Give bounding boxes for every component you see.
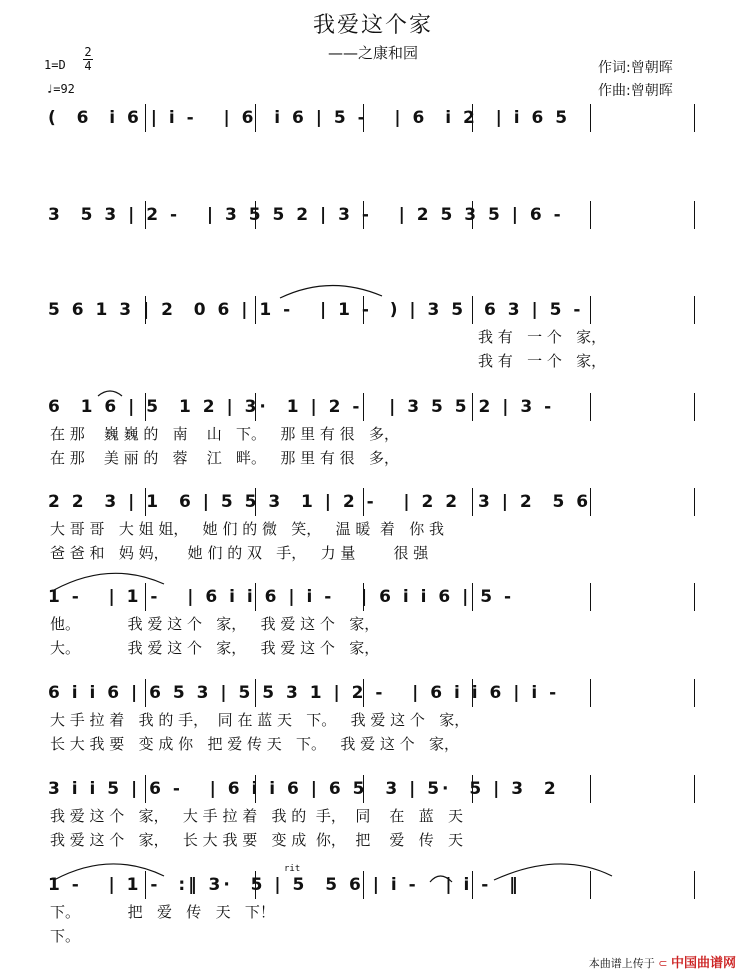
quarter-note-icon: ♩ xyxy=(46,82,54,96)
lyric-line: 大。 我 爱 这 个 家， 我 爱 这 个 家， xyxy=(50,639,380,657)
lyric-line: 我 有 一 个 家， xyxy=(478,352,607,370)
lyric-line: 大 手 拉 着 我 的 手， 同 在 蓝 天 下。 我 爱 这 个 家， xyxy=(50,711,470,729)
lyric-line: 爸 爸 和 妈 妈， 她 们 的 双 手， 力 量 很 强 xyxy=(50,544,429,562)
time-signature: $\frac{2}{4}$ xyxy=(84,45,92,73)
lyric-line: 我 爱 这 个 家， 长 大 我 要 变 成 你， 把 爱 传 天 xyxy=(50,831,464,849)
notation-row: ( 6 i 6 | i - | 6 i 6 | 5 - | 6 i 2 | i 6 5 xyxy=(48,108,571,128)
notation-row: 5 6 1 3 | 2 0 6 | 1 - | 1 - ) | 3 5 6 3 | 5 - xyxy=(48,300,584,320)
site-logo-icon: ⊂ xyxy=(658,957,668,970)
lyric-line: 我 有 一 个 家， xyxy=(478,328,607,346)
lyric-line: 在 那 美 丽 的 蓉 江 畔。 那 里 有 很 多， xyxy=(50,449,399,467)
song-title: 我爱这个家 xyxy=(312,13,433,38)
rit-mark: rit xyxy=(284,864,301,874)
song-subtitle: ——之康和园 xyxy=(327,44,418,62)
composer-credit: 作曲:曾朝晖 xyxy=(598,83,673,99)
tempo-mark: ♩=92 xyxy=(46,82,75,96)
lyric-line: 他。 我 爱 这 个 家， 我 爱 这 个 家， xyxy=(50,615,380,633)
lyric-line: 长 大 我 要 变 成 你 把 爱 传 天 下。 我 爱 这 个 家， xyxy=(50,735,459,753)
lyric-line: 我 爱 这 个 家， 大 手 拉 着 我 的 手， 同 在 蓝 天 xyxy=(50,807,464,825)
notation-row: 3 i i 5 | 6 - | 6 i i 6 | 6 5 3 | 5· 5 | 3 2 xyxy=(48,779,559,799)
key-signature: 1=D xyxy=(44,58,66,72)
notation-row: 2 2 3 | 1 6 | 5 5 3 1 | 2 - | 2 2 3 | 2 5 6 xyxy=(48,492,592,512)
notation-row: 6 1 6 | 5 1 2 | 3· 1 | 2 - | 3 5 5 2 | 3 - xyxy=(48,397,555,417)
lyricist-credit: 作词:曾朝晖 xyxy=(598,60,673,76)
notation-row: 1 - | 1 - :‖ 3· 5 | 5 5 6 | i - | i - ‖ xyxy=(48,875,521,895)
lyric-line: 下。 xyxy=(50,927,81,945)
notation-row: 6 i i 6 | 6 5 3 | 5 5 3 1 | 2 - | 6 i i 6 | i - xyxy=(48,683,560,703)
lyric-line: 在 那 巍 巍 的 南 山 下。 那 里 有 很 多， xyxy=(50,425,399,443)
lyric-line: 大 哥 哥 大 姐 姐， 她 们 的 微 笑， 温 暖 着 你 我 xyxy=(50,520,444,538)
lyric-line: 下。 把 爱 传 天 下！ xyxy=(50,903,275,921)
notation-row: 1 - | 1 - | 6 i i 6 | i - | 6 i i 6 | 5 - xyxy=(48,587,515,607)
footer: 本曲谱上传于 ⊂ 中国曲谱网 xyxy=(588,956,736,971)
notation-row: 3 5 3 | 2 - | 3 5 5 2 | 3 - | 2 5 3 5 | 6 - xyxy=(48,205,564,225)
